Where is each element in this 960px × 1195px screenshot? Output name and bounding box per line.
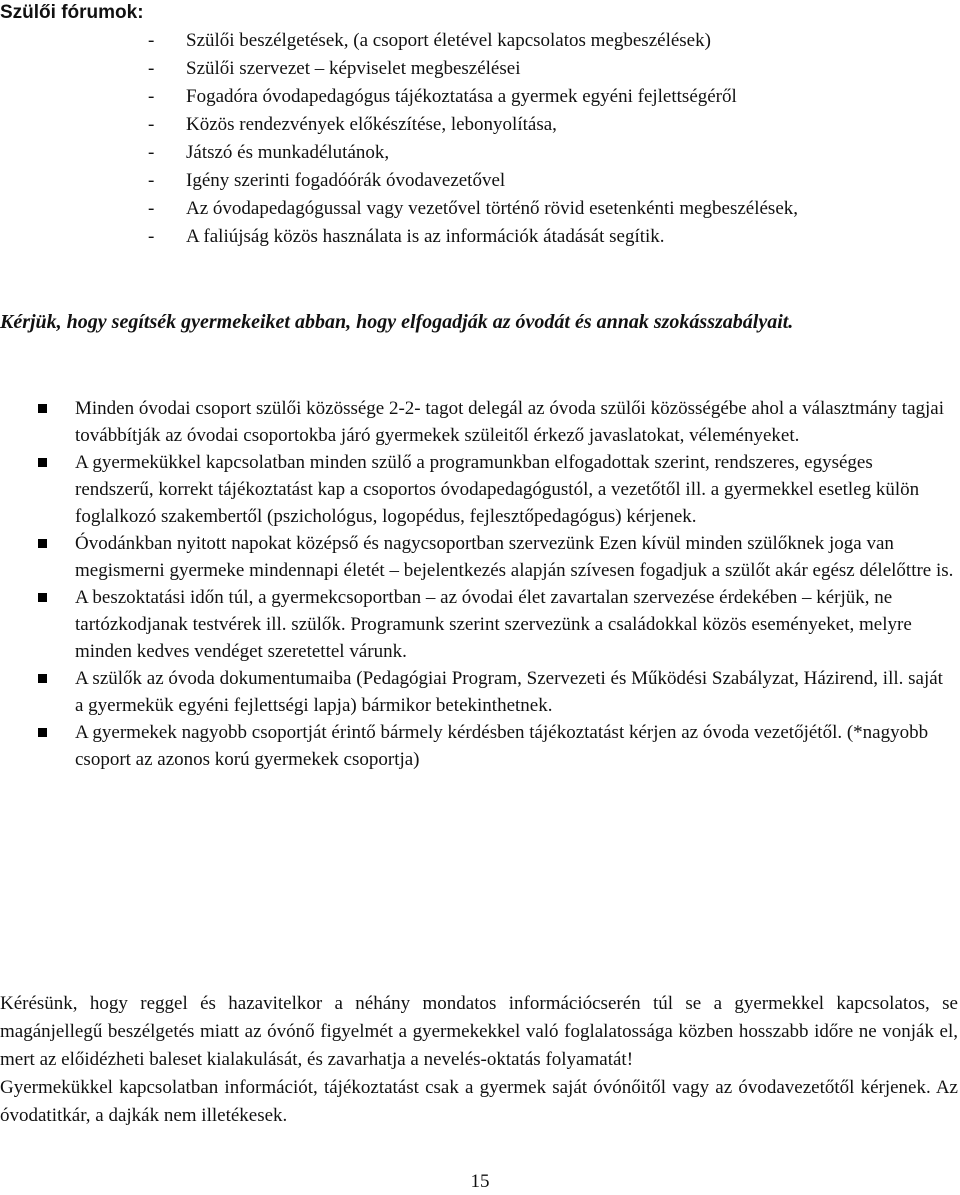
section-heading: Szülői fórumok:: [0, 2, 144, 23]
rule-text: A gyermekek nagyobb csoportját érintő bármely kérdésben tájékoztatást kérjen az óvoda vezetőjétől. (*nagyobb csoport az azonos korú gyermekek csoportja): [75, 722, 929, 770]
forum-list-item: [0, 139, 960, 167]
forum-list-item: [0, 111, 960, 139]
forum-item-text: Igény szerinti fogadóórák óvodavezetővel: [186, 170, 506, 191]
rule-text: Minden óvodai csoport szülői közössége 2-2- tagot delegál az óvoda szülői közösségébe ahol a választmány tagjai továbbítják az óvodai csoportokba járó gyermekek szüleitől érkező javaslatokat, véleményeket.: [75, 398, 944, 446]
dash-marker: -: [148, 58, 155, 79]
rule-item: [0, 719, 960, 773]
forum-list-item: [0, 55, 960, 83]
square-bullet-icon: [38, 593, 47, 602]
rule-item: [0, 665, 960, 719]
closing-paragraph: Gyermekükkel kapcsolatban információt, tájékoztatást csak a gyermek saját óvónőitől vagy az óvodavezetőtől kérjenek. Az óvodatitkár, a dajkák nem illetékesek.: [0, 1077, 958, 1126]
forum-item-text: Az óvodapedagógussal vagy vezetővel történő rövid esetenkénti megbeszélések,: [186, 198, 799, 219]
square-bullet-icon: [38, 458, 47, 467]
square-bullet-icon: [38, 728, 47, 737]
forum-list: [0, 27, 960, 251]
closing-section: [0, 990, 958, 1130]
rule-text: A gyermekükkel kapcsolatban minden szülő a programunkban elfogadottak szerint, rendszeres, egységes rendszerű, korrekt tájékoztatást kap a csoportos óvodapedagógustól, a vezetőtől ill. a gyermekkel esetleg külön foglalkozó szakembertől (pszichológus, logopédus, fejlesztőpedagógus) kérjenek.: [75, 452, 920, 527]
dash-marker: -: [148, 86, 155, 107]
square-bullet-icon: [38, 674, 47, 683]
forum-list-item: [0, 27, 960, 55]
dash-marker: -: [148, 170, 155, 191]
forum-list-item: [0, 195, 960, 223]
rule-item: [0, 395, 960, 449]
forum-list-item: [0, 167, 960, 195]
forum-item-text: A faliújság közös használata is az információk átadását segítik.: [186, 226, 665, 247]
forum-item-text: Játszó és munkadélutánok,: [186, 142, 390, 163]
dash-marker: -: [148, 142, 155, 163]
forum-list-item: [0, 83, 960, 111]
closing-paragraph: Kérésünk, hogy reggel és hazavitelkor a néhány mondatos információcserén túl se a gyermekkel kapcsolatos, se magánjellegű beszélgetés miatt az óvónő figyelmét a gyermekekkel való foglalatossága közben hosszabb időre ne vonják el, mert az előidézheti baleset kialakulását, és zavarhatja a nevelés-oktatás folyamatát!: [0, 993, 958, 1070]
rule-text: A szülők az óvoda dokumentumaiba (Pedagógiai Program, Szervezeti és Működési Szabályzat, Házirend, ill. saját a gyermekük egyéni fejlettségi lapja) bármikor betekinthetnek.: [75, 668, 943, 716]
rule-item: [0, 584, 960, 665]
square-bullet-icon: [38, 404, 47, 413]
dash-marker: -: [148, 226, 155, 247]
rule-item: [0, 530, 960, 584]
forum-item-text: Fogadóra óvodapedagógus tájékoztatása a gyermek egyéni fejlettségéről: [186, 86, 737, 107]
dash-marker: -: [148, 30, 155, 51]
request-paragraph: Kérjük, hogy segítsék gyermekeiket abban, hogy elfogadják az óvodát és annak szokásszabályait.: [0, 311, 794, 333]
rule-item: [0, 449, 960, 530]
forum-list-item: [0, 223, 960, 251]
rules-list: [0, 395, 960, 773]
rule-text: A beszoktatási időn túl, a gyermekcsoportban – az óvodai élet zavartalan szervezése érdekében – kérjük, ne tartózkodjanak testvérek ill. szülők. Programunk szerint szervezünk a családokkal közös eseményeket, melyre minden kedves vendéget szeretettel várunk.: [75, 587, 912, 662]
dash-marker: -: [148, 198, 155, 219]
dash-marker: -: [148, 114, 155, 135]
forum-item-text: Szülői szervezet – képviselet megbeszélései: [186, 58, 521, 79]
forum-item-text: Közös rendezvények előkészítése, lebonyolítása,: [186, 114, 557, 135]
forum-item-text: Szülői beszélgetések, (a csoport életével kapcsolatos megbeszélések): [186, 30, 711, 51]
square-bullet-icon: [38, 539, 47, 548]
page-number: 15: [470, 1171, 490, 1192]
rule-text: Óvodánkban nyitott napokat középső és nagycsoportban szervezünk Ezen kívül minden szülőknek joga van megismerni gyermeke mindennapi életét – bejelentkezés alapján szívesen fogadjuk a szülőt akár egész délelőttre is.: [75, 533, 954, 581]
